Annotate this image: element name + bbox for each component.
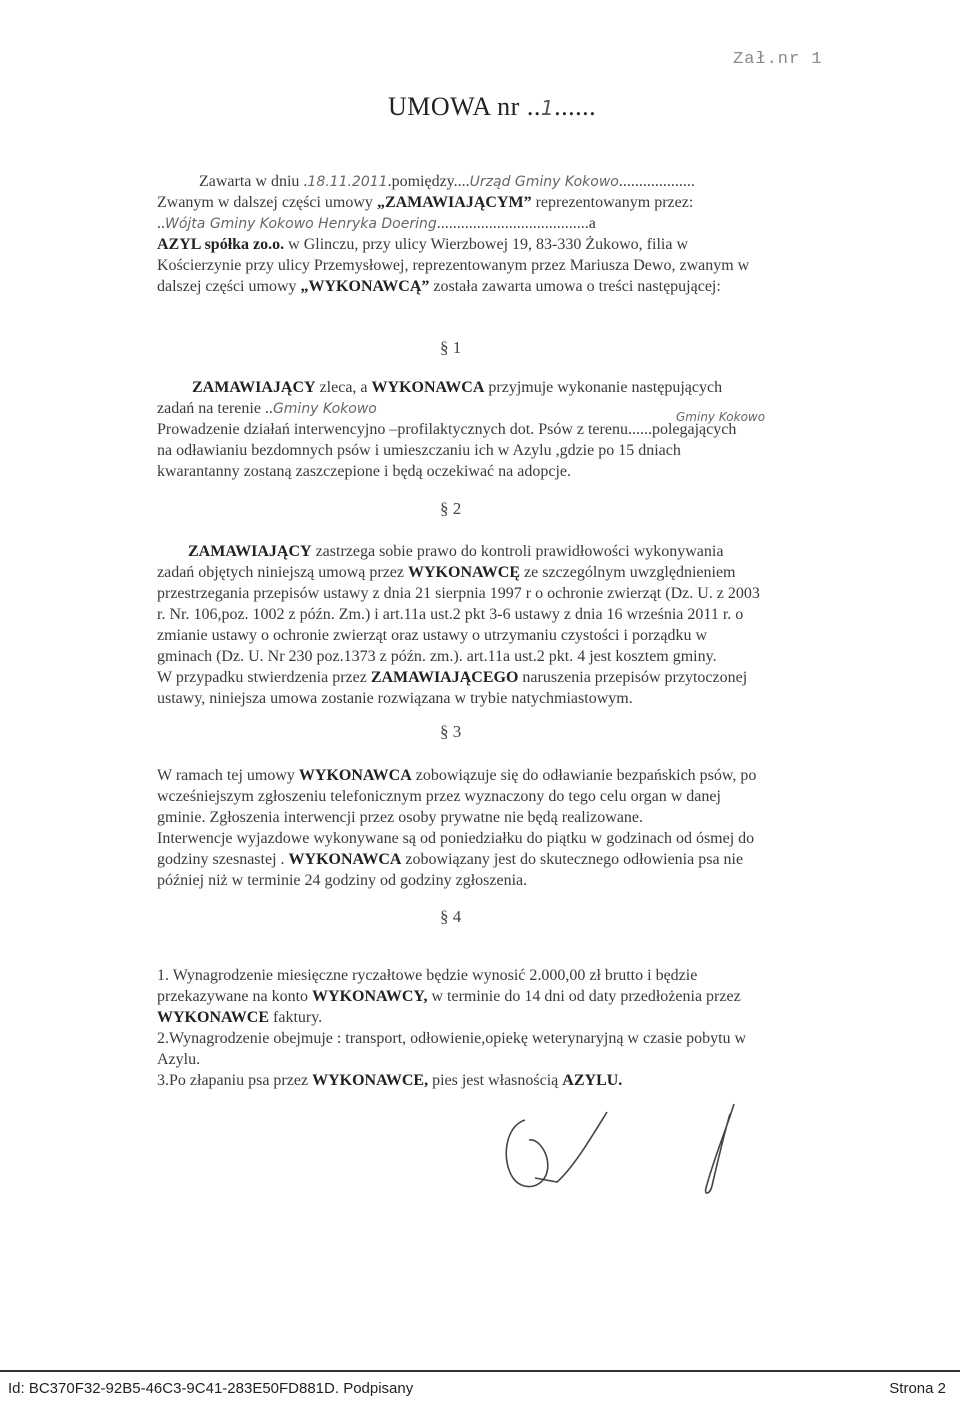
s2-line-5: zmianie ustawy o ochronie zwierząt oraz ustawy o utrzymaniu czystości i porządku w xyxy=(157,627,708,644)
s1-line-5: kwarantanny zostaną zaszczepione i będą oczekiwać na adopcje. xyxy=(157,463,571,480)
text: W przypadku stwierdzenia przez xyxy=(157,669,371,686)
text: ................... xyxy=(618,173,695,190)
text: Zawarta w dniu . xyxy=(199,173,308,190)
s3-line-2: wcześniejszym zgłoszeniu telefonicznym przez wyznaczony do tego celu organ w danej xyxy=(157,788,721,805)
bold-text: WYKONAWCA xyxy=(371,379,485,396)
text: .pomiędzy.... xyxy=(387,173,470,190)
text: zadań objętych niniejszą umową przez xyxy=(157,564,408,581)
text: zastrzega sobie prawo do kontroli prawidłowości wykonywania xyxy=(311,543,724,560)
handwritten-party: Urząd Gminy Kokowo xyxy=(469,174,619,190)
text: zobowiązany jest do skutecznego odłowienia psa nie xyxy=(401,851,744,868)
text: ......................................a xyxy=(436,215,596,232)
bold-text: WYKONAWCA xyxy=(298,767,412,784)
attachment-label: Zał.nr 1 xyxy=(733,50,823,69)
s4-line-4: 2.Wynagrodzenie obejmuje : transport, odłowienie,opiekę weterynaryjną w czasie pobytu w xyxy=(157,1030,747,1047)
s1-line-3 xyxy=(157,420,736,440)
section-heading: § 2 xyxy=(440,499,462,518)
bold-text: WYKONAWCA xyxy=(288,851,402,868)
section-heading: § 3 xyxy=(440,722,462,741)
title-handwritten-number: 1 xyxy=(540,96,555,120)
bold-text: „WYKONAWCĄ” xyxy=(300,278,430,295)
intro-line-4 xyxy=(157,235,688,255)
intro-line-5: Kościerzynie przy ulicy Przemysłowej, reprezentowanym przez Mariusza Dewo, zwanym w xyxy=(157,257,750,274)
text: w terminie do 14 dni od daty przedłożenia przez xyxy=(427,988,741,1005)
s3-line-5 xyxy=(157,850,743,870)
section-heading: § 4 xyxy=(440,907,462,926)
text: w Glinczu, przy ulicy Wierzbowej 19, 83-330 Żukowo, filia w xyxy=(284,236,688,253)
s3-line-1 xyxy=(157,766,756,786)
s1-line-4: na odławianiu bezdomnych psów i umieszczaniu ich w Azylu ,gdzie po 15 dniach xyxy=(157,442,681,459)
s3-line-3: gminie. Zgłoszenia interwencji przez osoby prywatne nie będą realizowane. xyxy=(157,809,644,826)
text: Zwanym w dalszej części umowy xyxy=(157,194,377,211)
bold-text: AZYL spółka zo.o. xyxy=(157,236,285,253)
s2-line-7 xyxy=(157,668,747,688)
s2-line-2 xyxy=(157,563,735,583)
s4-line-1: 1. Wynagrodzenie miesięczne ryczałtowe będzie wynosić 2.000,00 zł brutto i będzie xyxy=(157,967,698,984)
text: Prowadzenie działań interwencyjno –profilaktycznych dot. Psów z terenu. xyxy=(157,421,632,438)
title-suffix: ...... xyxy=(554,92,597,121)
text: W ramach tej umowy xyxy=(157,767,299,784)
text: dalszej części umowy xyxy=(157,278,301,295)
text: przekazywane na konto xyxy=(157,988,313,1005)
text: została zawarta umowa o treści następującej: xyxy=(429,278,721,295)
intro-line-3 xyxy=(157,214,596,234)
s2-line-3: przestrzegania przepisów ustawy z dnia 21 sierpnia 1997 r o ochronie zwierząt (Dz. U. z 2003 xyxy=(157,585,760,602)
text: zobowiązuje się do odławianie bezpańskich psów, po xyxy=(411,767,757,784)
bold-text: ZAMAWIAJĄCY xyxy=(188,543,312,560)
text: .. xyxy=(157,215,165,232)
section-heading: § 1 xyxy=(440,338,462,357)
s2-line-4: r. Nr. 106,poz. 1002 z późn. Zm.) i art.11a ust.2 pkt 3-6 ustawy z dnia 16 września 2011 r. o xyxy=(157,606,744,623)
s2-line-1 xyxy=(188,542,723,562)
s2-line-6: gminach (Dz. U. Nr 230 poz.1373 z późn. zm.). art.11a ust.2 pkt. 4 jest kosztem gminy. xyxy=(157,648,717,665)
s1-line-2 xyxy=(157,399,377,419)
page-footer xyxy=(0,1370,960,1401)
text: przyjmuje wykonanie następujących xyxy=(484,379,723,396)
bold-text: „ZAMAWIAJĄCYM” xyxy=(376,194,532,211)
bold-text: AZYLU. xyxy=(562,1072,623,1089)
handwritten-area: Gminy Kokowo xyxy=(272,401,377,417)
s2-line-8: ustawy, niniejsza umowa zostanie rozwiązana w trybie natychmiastowym. xyxy=(157,690,633,707)
handwritten-signature-right xyxy=(700,1100,740,1200)
handwritten-margin-note: Gminy Kokowo xyxy=(676,410,766,424)
s4-line-3 xyxy=(157,1008,322,1028)
s1-line-1 xyxy=(192,378,722,398)
text: zadań na terenie .. xyxy=(157,400,273,417)
intro-line-6 xyxy=(157,277,721,297)
page-number: Strona 2 xyxy=(889,1380,946,1397)
intro-line-1 xyxy=(199,172,695,192)
text: ze szczególnym uwzględnieniem xyxy=(520,564,736,581)
text: .....polegających xyxy=(631,421,737,438)
bold-text: WYKONAWCE xyxy=(157,1009,270,1026)
s4-line-5: Azylu. xyxy=(157,1051,201,1068)
text: godziny szesnastej . xyxy=(157,851,289,868)
intro-line-2 xyxy=(157,193,693,213)
s4-line-6 xyxy=(157,1071,622,1091)
contract-title xyxy=(388,92,596,122)
text: naruszenia przepisów przytoczonej xyxy=(518,669,748,686)
bold-text: WYKONAWCY, xyxy=(312,988,428,1005)
handwritten-representative: Wójta Gminy Kokowo Henryka Doering xyxy=(165,216,437,232)
title-text: UMOWA nr .. xyxy=(388,92,541,121)
text: zleca, a xyxy=(315,379,372,396)
s4-line-2 xyxy=(157,987,741,1007)
document-id: Id: BC370F32-92B5-46C3-9C41-283E50FD881D. Podpisany xyxy=(8,1380,414,1397)
bold-text: ZAMAWIAJĄCEGO xyxy=(370,669,519,686)
handwritten-date: 18.11.2011 xyxy=(307,174,388,190)
bold-text: WYKONAWCE, xyxy=(312,1072,429,1089)
s3-line-4: Interwencje wyjazdowe wykonywane są od poniedziałku do piątku w godzinach od ósmej do xyxy=(157,830,755,847)
bold-text: WYKONAWCĘ xyxy=(408,564,521,581)
bold-text: ZAMAWIAJĄCY xyxy=(192,379,316,396)
text: faktury. xyxy=(269,1009,323,1026)
s3-line-6: później niż w terminie 24 godziny od godziny zgłoszenia. xyxy=(157,872,528,889)
text: reprezentowanym przez: xyxy=(531,194,694,211)
handwritten-signature-left xyxy=(495,1108,615,1200)
text: pies jest własnością xyxy=(428,1072,563,1089)
text: 3.Po złapaniu psa przez xyxy=(157,1072,313,1089)
